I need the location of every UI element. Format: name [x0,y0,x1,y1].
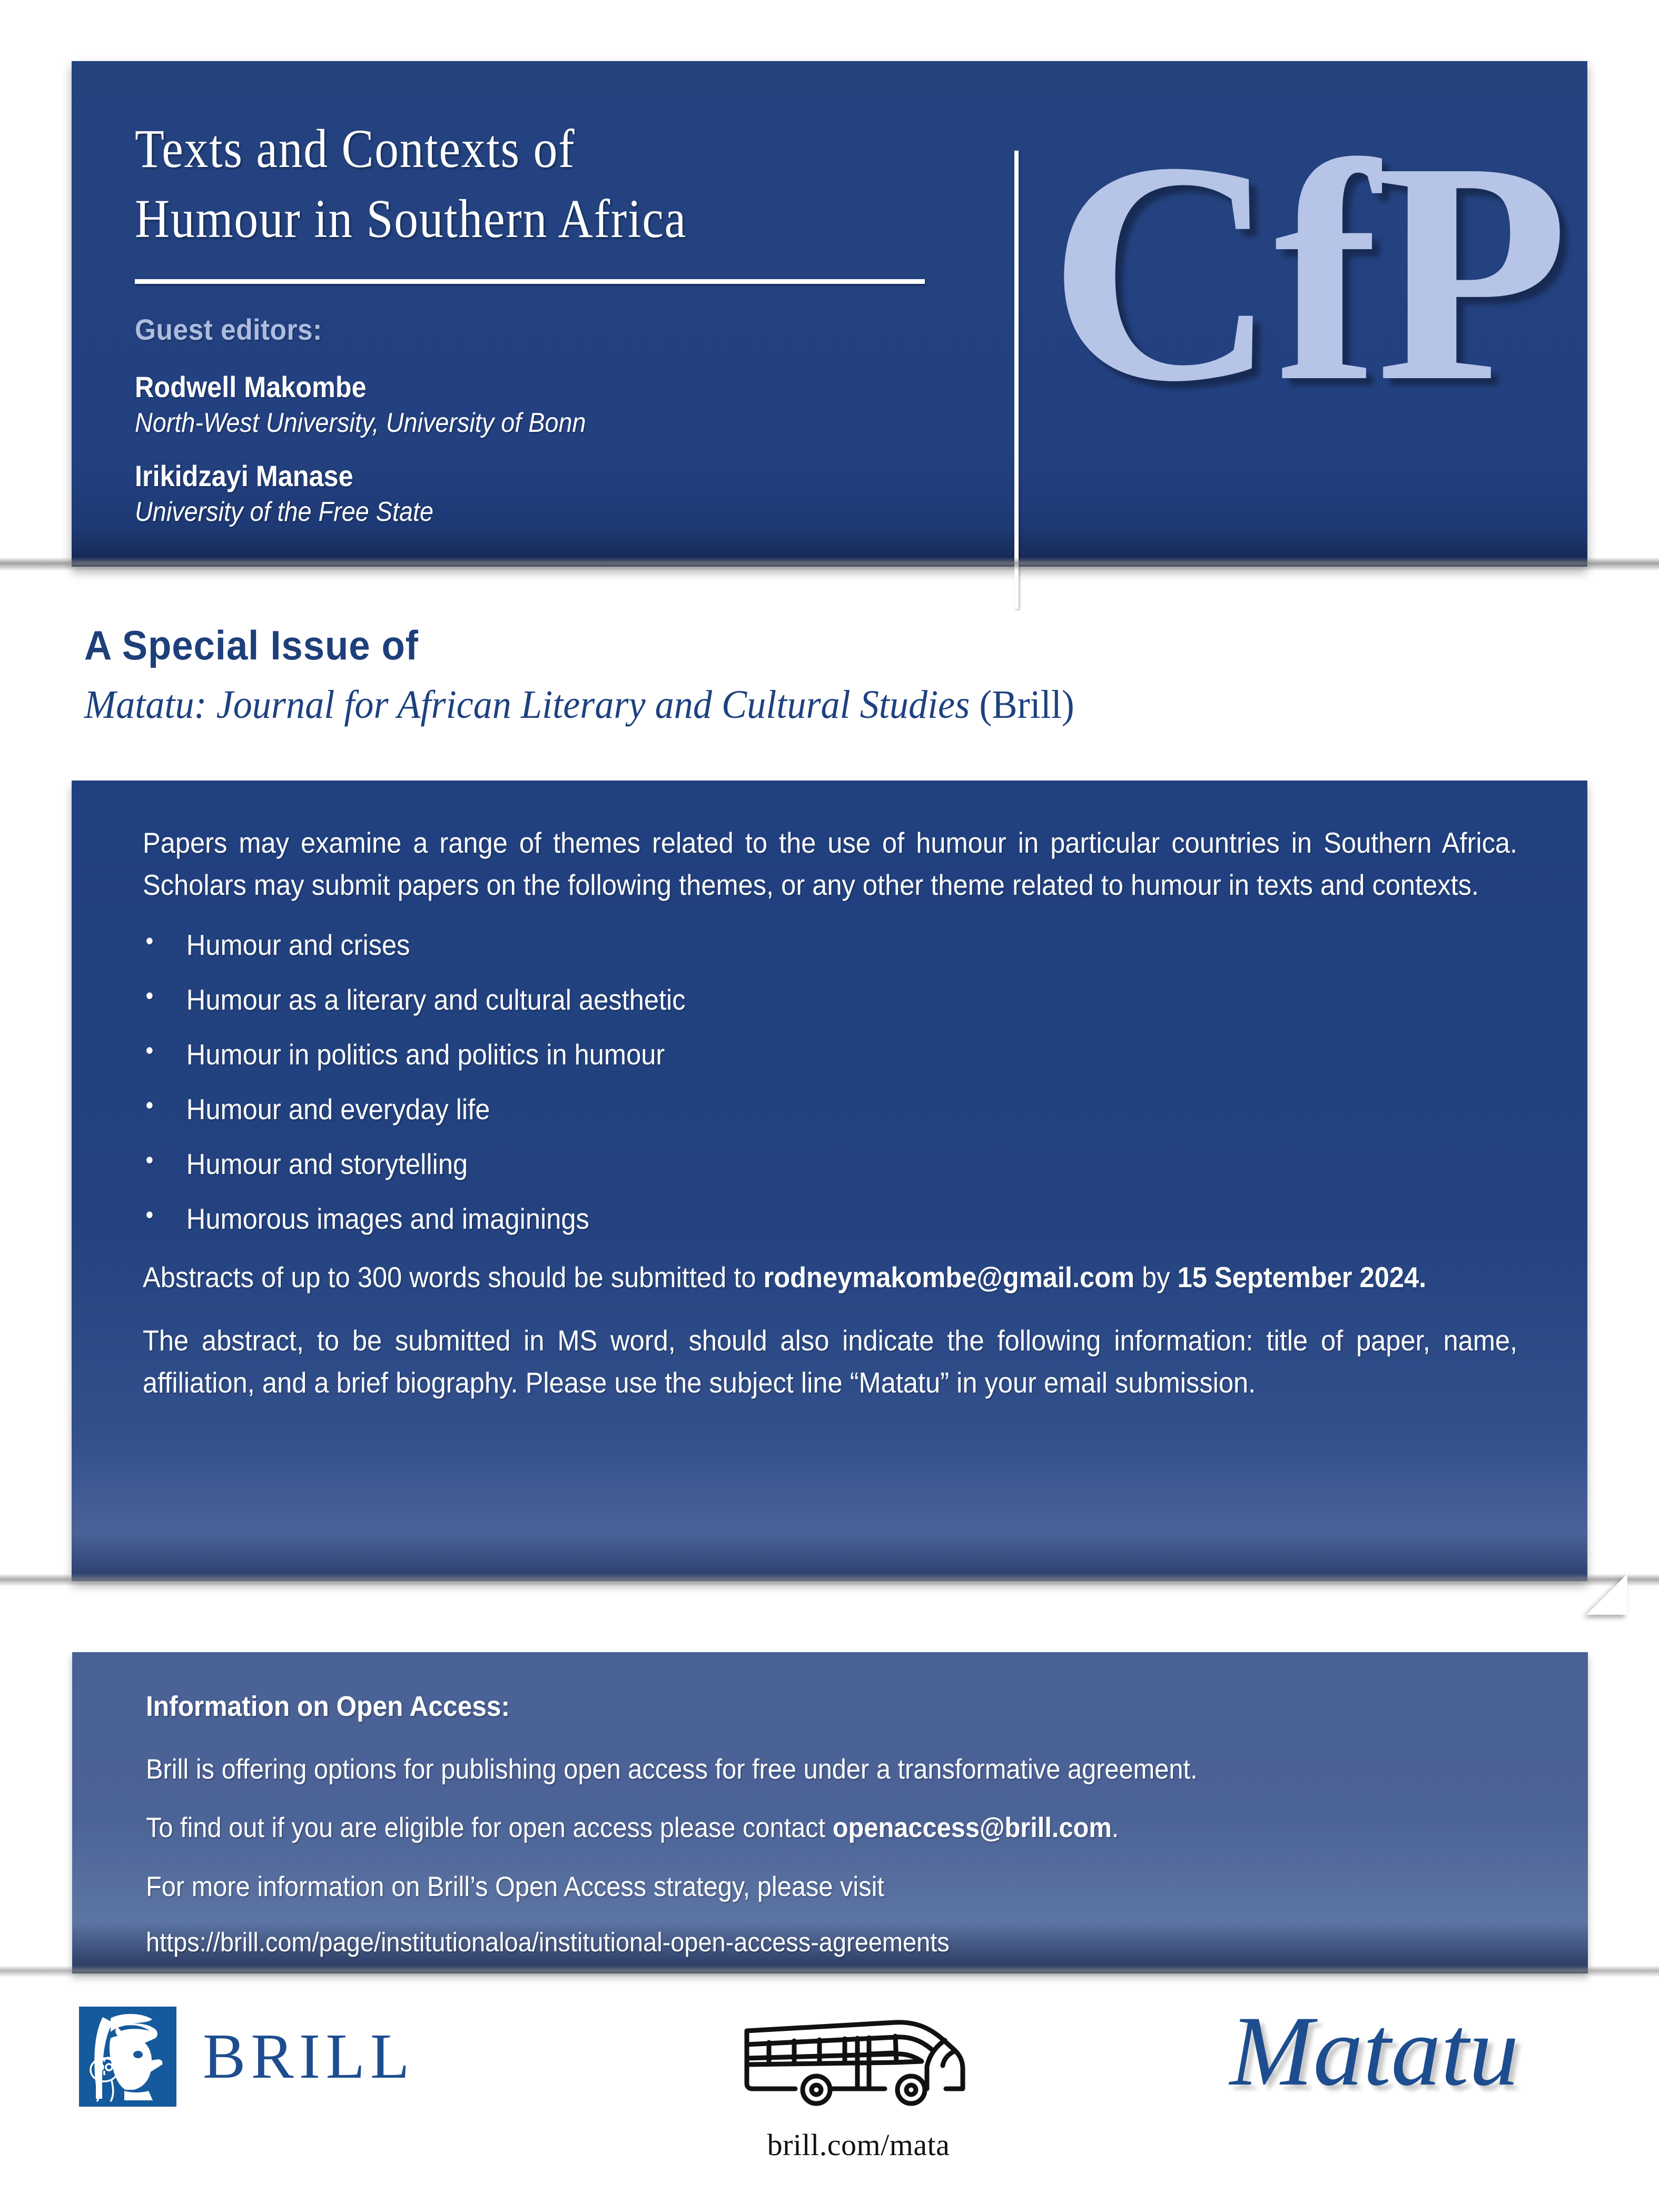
open-access-paragraph: Brill is offering options for publishing open access for free under a transformative agreement. [146,1754,1198,1785]
list-item: • Humour in politics and politics in humour [143,1037,1407,1072]
open-access-content [146,1690,1515,1960]
journal-publisher: (Brill) [970,683,1074,727]
instructions-paragraph: The abstract, to be submitted in MS word, should also indicate the following information: title of paper, name, affiliation, and a brief biography. Please use the subject line “Matatu” in your email submission. [143,1324,1518,1399]
submission-deadline: 15 September 2024. [1177,1260,1427,1293]
call-for-papers-panel [72,781,1587,1581]
editor-affiliation: North-West University, University of Bonn [135,408,586,439]
vertical-divider [1014,151,1019,609]
brill-logo [79,2007,414,2107]
page-title [135,114,876,254]
special-issue-label: A Special Issue of [84,622,419,668]
brill-wordmark: BRILL [203,2021,415,2092]
athena-owl-icon [79,2007,176,2107]
submission-email[interactable]: rodneymakombe@gmail.com [763,1260,1135,1293]
submission-prefix: Abstracts of up to 300 words should be submitted to [143,1260,764,1293]
bus-icon [737,2010,980,2115]
cfp-badge: CfP [1049,96,1566,447]
editor-name: Irikidzayi Manase [135,459,353,493]
journal-url-caption[interactable]: brill.com/mata [767,2128,950,2162]
page-fold-corner-icon [1586,1574,1627,1615]
editor-name: Rodwell Makombe [135,370,367,404]
open-access-contact-paragraph [146,1808,1515,1848]
header-banner [72,61,1587,567]
list-item: • Humorous images and imaginings [143,1201,1407,1236]
matatu-bus-block [735,2010,982,2162]
open-access-panel [72,1652,1588,1973]
footer [0,1996,1659,2212]
open-access-heading: Information on Open Access: [146,1691,510,1722]
journal-title: Matatu: Journal for African Literary and Cultural Studies [84,683,970,727]
list-item: • Humour and storytelling [143,1147,1407,1181]
submission-middle: by [1134,1260,1178,1293]
title-divider-rule [135,279,925,284]
editor-affiliation: University of the Free State [135,497,434,528]
matatu-wordmark: Matatu [1230,1996,1519,2107]
list-item: • Humour and crises [143,927,1407,962]
open-access-contact-prefix: To find out if you are eligible for open access please contact [146,1812,833,1844]
open-access-email[interactable]: openaccess@brill.com [832,1812,1112,1844]
intro-paragraph: Papers may examine a range of themes related to the use of humour in particular countries in Southern Africa. Scholars may submit papers on the following themes, or any other theme related to humour in texts and contexts. [143,826,1518,902]
header-text-group [135,114,977,528]
list-item: • Humour and everyday life [143,1092,1407,1127]
list-item: • Humour as a literary and cultural aesthetic [143,982,1407,1017]
open-access-url[interactable]: https://brill.com/page/institutionaloa/institutional-open-access-agreements [146,1927,950,1958]
special-issue-heading [84,621,1559,728]
open-access-strategy-paragraph: For more information on Brill’s Open Access strategy, please visit [146,1871,884,1902]
submission-paragraph [143,1256,1517,1298]
open-access-contact-suffix: . [1111,1812,1119,1844]
page-title-line1: Texts and Contexts of [135,118,576,179]
call-for-papers-content [143,822,1517,1425]
journal-title-line [84,682,1485,728]
guest-editors-label: Guest editors: [135,313,322,347]
page-title-line2: Humour in Southern Africa [135,189,687,250]
themes-list [143,927,1517,1236]
